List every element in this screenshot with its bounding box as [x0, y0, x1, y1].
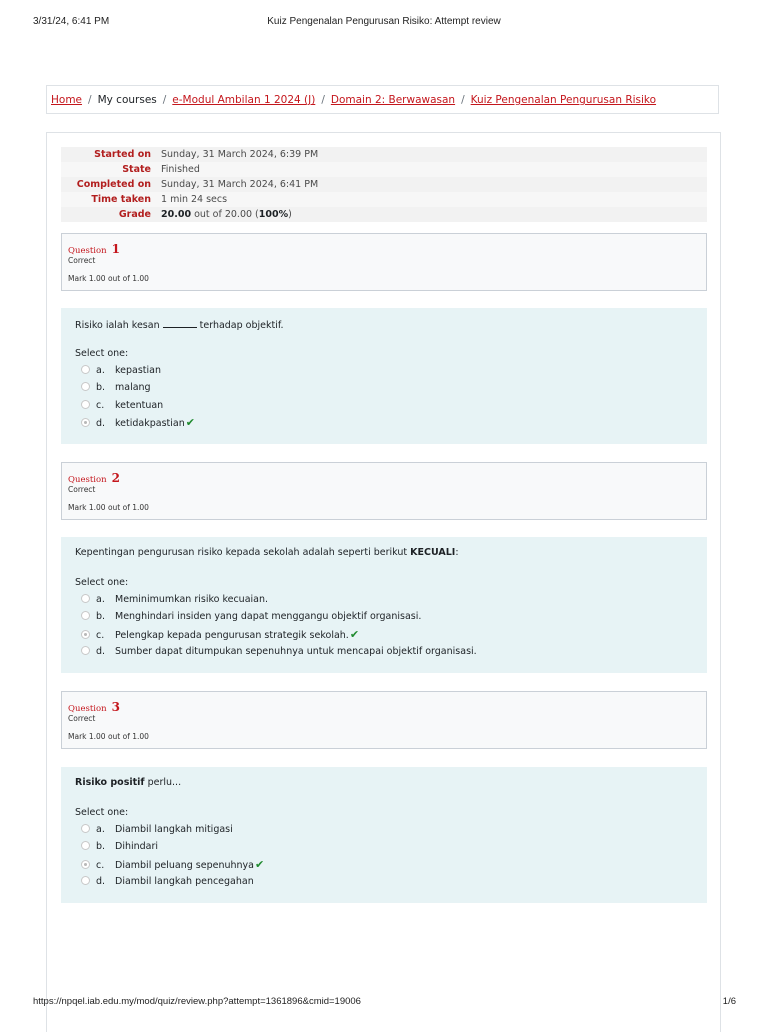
- breadcrumb-separator: /: [321, 94, 325, 106]
- answer-option-a[interactable]: a. Meminimumkan risiko kecuaian.: [81, 593, 268, 607]
- summary-row-completed: [61, 177, 707, 192]
- answer-option-d[interactable]: d. Sumber dapat ditumpukan sepenuhnya untuk mencapai objektif organisasi.: [81, 645, 477, 659]
- summary-value: 1 min 24 secs: [161, 194, 228, 205]
- summary-value: Sunday, 31 March 2024, 6:41 PM: [161, 179, 319, 190]
- breadcrumb-separator: /: [88, 94, 92, 106]
- question-info-3: [61, 691, 707, 749]
- question-title: Question 3: [68, 700, 121, 714]
- page-number: 1/6: [722, 996, 736, 1007]
- check-icon: ✔: [254, 858, 265, 871]
- grade-out-of: out of 20.00 (: [191, 209, 259, 220]
- summary-row-started: [61, 147, 707, 162]
- radio-icon[interactable]: [81, 365, 90, 374]
- summary-value: Sunday, 31 March 2024, 6:39 PM: [161, 149, 319, 160]
- question-text: Risiko ialah kesan terhadap objektif.: [75, 320, 284, 331]
- summary-row-grade: [61, 207, 707, 222]
- radio-icon[interactable]: [81, 860, 90, 869]
- question-mark: Mark 1.00 out of 1.00: [68, 274, 149, 283]
- summary-label: Time taken: [91, 194, 151, 205]
- radio-icon[interactable]: [81, 418, 90, 427]
- breadcrumb-home[interactable]: Home: [51, 94, 83, 106]
- check-icon: ✔: [185, 416, 195, 429]
- summary-label: State: [122, 164, 151, 175]
- print-footer: [0, 996, 768, 1010]
- radio-icon[interactable]: [81, 382, 90, 391]
- question-title: Question 1: [68, 242, 121, 256]
- breadcrumb: [46, 85, 719, 114]
- check-icon: ✔: [349, 628, 360, 641]
- answer-option-d[interactable]: d. ketidakpastian✔: [81, 416, 195, 430]
- radio-icon[interactable]: [81, 841, 90, 850]
- breadcrumb-separator: /: [162, 94, 167, 106]
- question-content-3: [61, 767, 707, 903]
- question-info-2: [61, 462, 707, 520]
- radio-icon[interactable]: [81, 646, 90, 655]
- print-title: Kuiz Pengenalan Pengurusan Risiko: Attempt review: [267, 16, 501, 27]
- answer-option-d[interactable]: d. Diambil langkah pencegahan: [81, 875, 254, 889]
- summary-label: Completed on: [76, 179, 151, 190]
- select-one-prompt: Select one:: [75, 807, 129, 818]
- question-state: Correct: [68, 256, 96, 265]
- radio-icon[interactable]: [81, 630, 90, 639]
- answer-option-c[interactable]: c. Diambil peluang sepenuhnya✔: [81, 858, 264, 872]
- breadcrumb-course[interactable]: e-Modul Ambilan 1 2024 (J): [172, 94, 316, 106]
- question-state: Correct: [68, 485, 96, 494]
- grade-percent: 100%: [258, 209, 289, 220]
- select-one-prompt: Select one:: [75, 577, 129, 588]
- summary-row-time-taken: [61, 192, 707, 207]
- breadcrumb-my-courses: My courses: [97, 94, 157, 106]
- answer-option-b[interactable]: b. malang: [81, 381, 151, 395]
- question-mark: Mark 1.00 out of 1.00: [68, 732, 149, 741]
- page-url: https://npqel.iab.edu.my/mod/quiz/review.php?attempt=1361896&cmid=19006: [33, 996, 361, 1007]
- question-text: Risiko positif perlu...: [75, 777, 182, 788]
- breadcrumb-separator: /: [461, 94, 465, 106]
- answer-option-b[interactable]: b. Menghindari insiden yang dapat menggangu objektif organisasi.: [81, 610, 421, 624]
- question-content-1: [61, 308, 707, 444]
- summary-row-state: [61, 162, 707, 177]
- radio-icon[interactable]: [81, 824, 90, 833]
- grade-score: 20.00: [161, 209, 192, 220]
- print-datetime: 3/31/24, 6:41 PM: [33, 16, 110, 27]
- question-state: Correct: [68, 714, 96, 723]
- summary-label: Started on: [94, 149, 151, 160]
- grade-value: [161, 207, 292, 222]
- question-info-1: [61, 233, 707, 291]
- attempt-summary-table: [61, 147, 707, 222]
- radio-icon[interactable]: [81, 876, 90, 885]
- answer-option-a[interactable]: a. Diambil langkah mitigasi: [81, 823, 233, 837]
- fill-blank: [163, 318, 197, 328]
- question-content-2: [61, 537, 707, 673]
- select-one-prompt: Select one:: [75, 348, 129, 359]
- summary-label: Grade: [118, 209, 151, 220]
- print-header: [0, 16, 768, 30]
- question-mark: Mark 1.00 out of 1.00: [68, 503, 149, 512]
- breadcrumb-quiz[interactable]: Kuiz Pengenalan Pengurusan Risiko: [470, 94, 657, 106]
- answer-option-a[interactable]: a. kepastian: [81, 364, 161, 378]
- radio-icon[interactable]: [81, 611, 90, 620]
- answer-option-b[interactable]: b. Dihindari: [81, 840, 158, 854]
- summary-value: Finished: [161, 164, 200, 175]
- breadcrumb-section[interactable]: Domain 2: Berwawasan: [330, 94, 456, 106]
- radio-icon[interactable]: [81, 594, 90, 603]
- answer-option-c[interactable]: c. Pelengkap kepada pengurusan strategik sekolah.✔: [81, 628, 359, 642]
- radio-icon[interactable]: [81, 400, 90, 409]
- question-title: Question 2: [68, 471, 121, 485]
- grade-close: ): [288, 209, 292, 220]
- answer-option-c[interactable]: c. ketentuan: [81, 399, 163, 413]
- question-text: Kepentingan pengurusan risiko kepada sekolah adalah seperti berikut KECUALI:: [75, 547, 459, 558]
